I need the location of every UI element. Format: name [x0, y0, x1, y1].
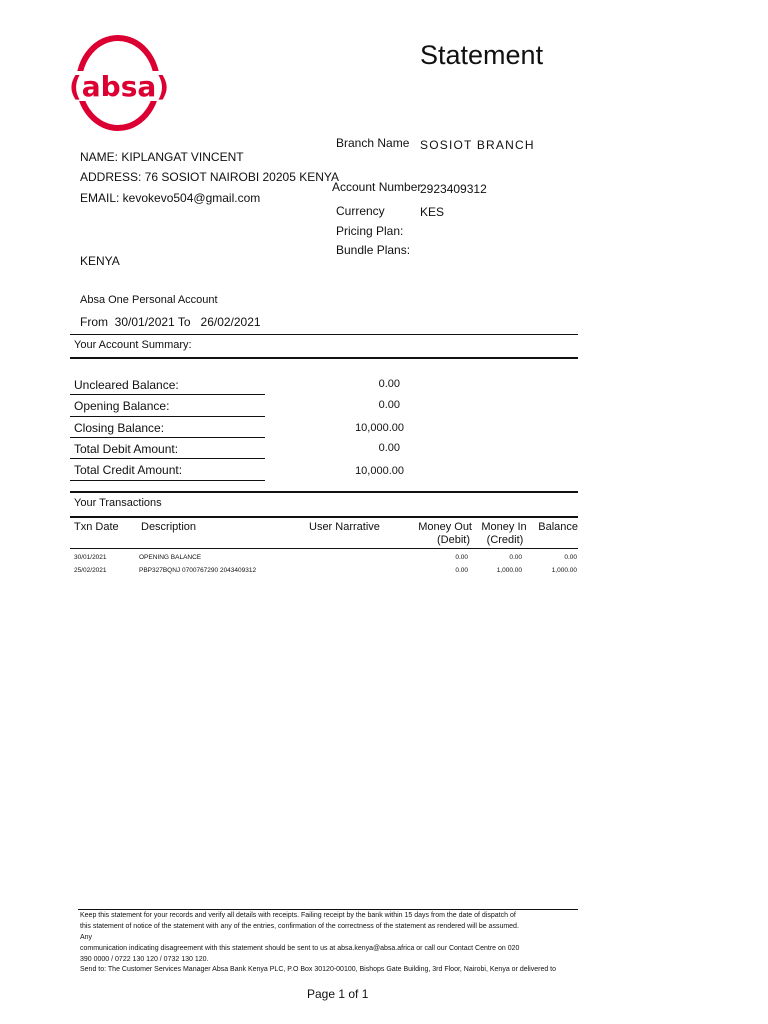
- txn-date: 30/01/2021: [74, 554, 107, 561]
- page-number: Page 1 of 1: [307, 987, 369, 1001]
- col-money-out-sub: (Debit): [436, 534, 470, 546]
- summary-row-value: 0.00: [378, 399, 400, 411]
- divider: [70, 334, 578, 335]
- summary-row-label: Uncleared Balance:: [74, 378, 179, 392]
- summary-heading: Your Account Summary:: [74, 339, 192, 351]
- customer-name: NAME: KIPLANGAT VINCENT: [80, 150, 244, 164]
- branch-name-value: SOSIOT BRANCH: [420, 138, 535, 152]
- account-product: Absa One Personal Account: [80, 294, 218, 306]
- summary-underline: [70, 458, 265, 459]
- divider: [70, 548, 578, 549]
- summary-row-value: 10,000.00: [355, 465, 404, 477]
- summary-row-value: 10,000.00: [355, 422, 404, 434]
- txn-money-out: 0.00: [455, 567, 468, 574]
- summary-row-label: Total Debit Amount:: [74, 442, 179, 456]
- branch-name-label: Branch Name: [336, 136, 410, 150]
- col-user-narrative: User Narrative: [309, 521, 380, 533]
- footer-line: Any: [80, 934, 93, 941]
- col-description: Description: [141, 521, 197, 533]
- summary-row-label: Opening Balance:: [74, 399, 170, 413]
- footer-line: Keep this statement for your records and verify all details with receipts. Failing receipt by the bank within 15 days from the date of dispatch of: [80, 912, 516, 919]
- txn-description: OPENING BALANCE: [139, 554, 202, 561]
- footer-line: 390 0000 / 0722 130 120 / 0732 130 120.: [80, 956, 209, 963]
- txn-date: 25/02/2021: [74, 567, 107, 574]
- col-money-in: Money In: [481, 521, 527, 533]
- summary-underline: [70, 394, 265, 395]
- customer-address: ADDRESS: 76 SOSIOT NAIROBI 20205 KENYA: [80, 170, 339, 184]
- col-txn-date: Txn Date: [74, 521, 119, 533]
- statement-period: From 30/01/2021 To 26/02/2021: [80, 315, 261, 329]
- summary-row-label: Total Credit Amount:: [74, 463, 183, 477]
- txn-money-out: 0.00: [455, 554, 468, 561]
- divider: [78, 909, 578, 910]
- footer-line: this statement of notice of the statement with any of the entries, confirmation of the correctness of the statement as rendered will be assumed.: [80, 923, 519, 930]
- footer-line: Send to: The Customer Services Manager Absa Bank Kenya PLC, P.O Box 30120-00100, Bishops Gate Building, 3rd Floor, Nairobi, Kenya or delivered to: [80, 966, 557, 973]
- txn-money-in: 1,000.00: [496, 567, 522, 574]
- txn-balance: 0.00: [564, 554, 577, 561]
- summary-row-value: 0.00: [378, 378, 400, 390]
- customer-email: EMAIL: kevokevo504@gmail.com: [80, 191, 261, 205]
- account-number-label: Account Number: [332, 180, 422, 194]
- col-balance: Balance: [538, 521, 578, 533]
- account-number-value: 2923409312: [420, 182, 487, 196]
- txn-description: PBP327BQNJ 0700767290 2043409312: [139, 567, 257, 574]
- svg-text:(absa): (absa): [68, 70, 170, 103]
- summary-underline: [70, 437, 265, 438]
- pricing-plan-label: Pricing Plan:: [336, 224, 404, 238]
- col-money-out: Money Out: [418, 521, 472, 533]
- statement-title: Statement: [420, 40, 544, 70]
- summary-row-value: 0.00: [378, 442, 400, 454]
- divider: [70, 516, 578, 518]
- txn-balance: 1,000.00: [551, 567, 577, 574]
- summary-underline: [70, 480, 265, 481]
- currency-value: KES: [420, 205, 445, 219]
- footer-line: communication indicating disagreement with this statement should be sent to us at absa.kenya@absa.africa or call our Contact Centre on 020: [80, 945, 520, 952]
- col-money-in-sub: (Credit): [486, 534, 524, 546]
- divider: [70, 491, 578, 493]
- currency-label: Currency: [336, 204, 385, 218]
- bundle-plans-label: Bundle Plans:: [336, 243, 411, 257]
- summary-underline: [70, 416, 265, 417]
- transactions-heading: Your Transactions: [74, 497, 162, 509]
- summary-row-label: Closing Balance:: [74, 421, 165, 435]
- divider: [70, 357, 578, 359]
- customer-country: KENYA: [80, 254, 120, 268]
- txn-money-in: 0.00: [509, 554, 522, 561]
- absa-logo: [68, 35, 170, 133]
